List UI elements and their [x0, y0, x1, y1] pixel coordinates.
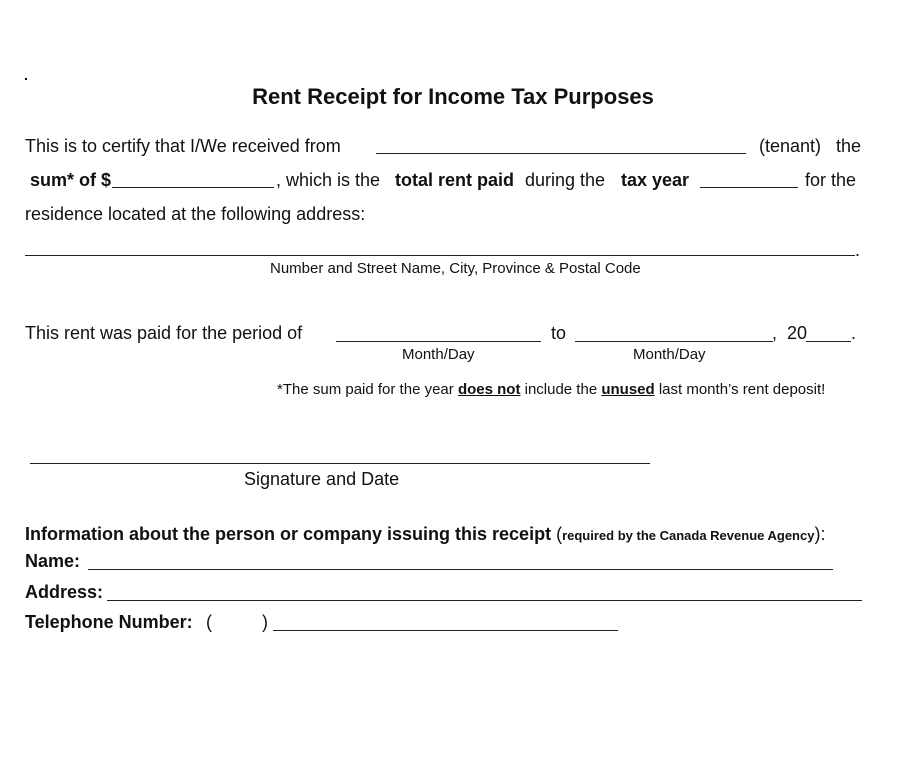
period-from-field[interactable]	[336, 341, 541, 342]
during-the-text: during the	[525, 170, 606, 190]
residence-address-field[interactable]	[25, 255, 855, 256]
year-prefix: 20	[787, 323, 808, 343]
sum-label: sum* of $	[30, 170, 112, 190]
total-rent-paid-text: total rent paid	[395, 170, 515, 190]
tax-year-text: tax year	[621, 170, 690, 190]
note-unused: unused	[601, 381, 655, 398]
tax-year-field[interactable]	[700, 187, 798, 188]
issuer-address-field[interactable]	[107, 600, 862, 601]
signature-field[interactable]	[30, 463, 650, 464]
stray-mark	[25, 78, 27, 80]
note-part1: *The sum paid for the year	[277, 381, 458, 398]
address-label: Address:	[25, 582, 104, 602]
period-to-field[interactable]	[575, 341, 773, 342]
telephone-label: Telephone Number:	[25, 612, 193, 632]
address-period: .	[855, 240, 861, 260]
for-the-text: for the	[805, 170, 857, 190]
which-is-text: , which is the	[276, 170, 381, 190]
the-text: the	[836, 136, 862, 156]
issuer-required-note: required by the Canada Revenue Agency	[562, 528, 815, 543]
telephone-number-field[interactable]	[273, 630, 618, 631]
to-caption: Month/Day	[633, 346, 706, 363]
phone-paren-open: (	[206, 612, 212, 632]
year-suffix-field[interactable]	[806, 341, 851, 342]
page-title: Rent Receipt for Income Tax Purposes	[252, 84, 654, 109]
period-text: This rent was paid for the period of	[25, 323, 303, 343]
phone-paren-close: )	[262, 612, 268, 632]
sum-amount-field[interactable]	[112, 187, 274, 188]
issuer-heading	[25, 524, 825, 545]
note-does-not: does not	[457, 381, 521, 398]
period-to-text: to	[551, 323, 567, 343]
name-label: Name:	[25, 551, 81, 571]
deposit-note	[277, 381, 825, 398]
issuer-name-field[interactable]	[88, 569, 833, 570]
signature-caption: Signature and Date	[244, 469, 400, 489]
tenant-name-field[interactable]	[376, 153, 746, 154]
tenant-label: (tenant)	[759, 136, 822, 156]
certify-text: This is to certify that I/We received from	[25, 136, 341, 156]
issuer-heading-text: Information about the person or company issuing this receipt	[25, 524, 552, 544]
issuer-paren-close: ):	[814, 524, 826, 544]
residence-text: residence located at the following address:	[25, 204, 366, 224]
issuer-paren-open: (	[556, 524, 563, 544]
note-part3: last month’s rent deposit!	[654, 381, 826, 398]
period-comma: ,	[772, 323, 778, 343]
address-caption: Number and Street Name, City, Province & Postal Code	[270, 260, 641, 277]
note-part2: include the	[520, 381, 602, 398]
period-end: .	[851, 323, 857, 343]
from-caption: Month/Day	[402, 346, 475, 363]
